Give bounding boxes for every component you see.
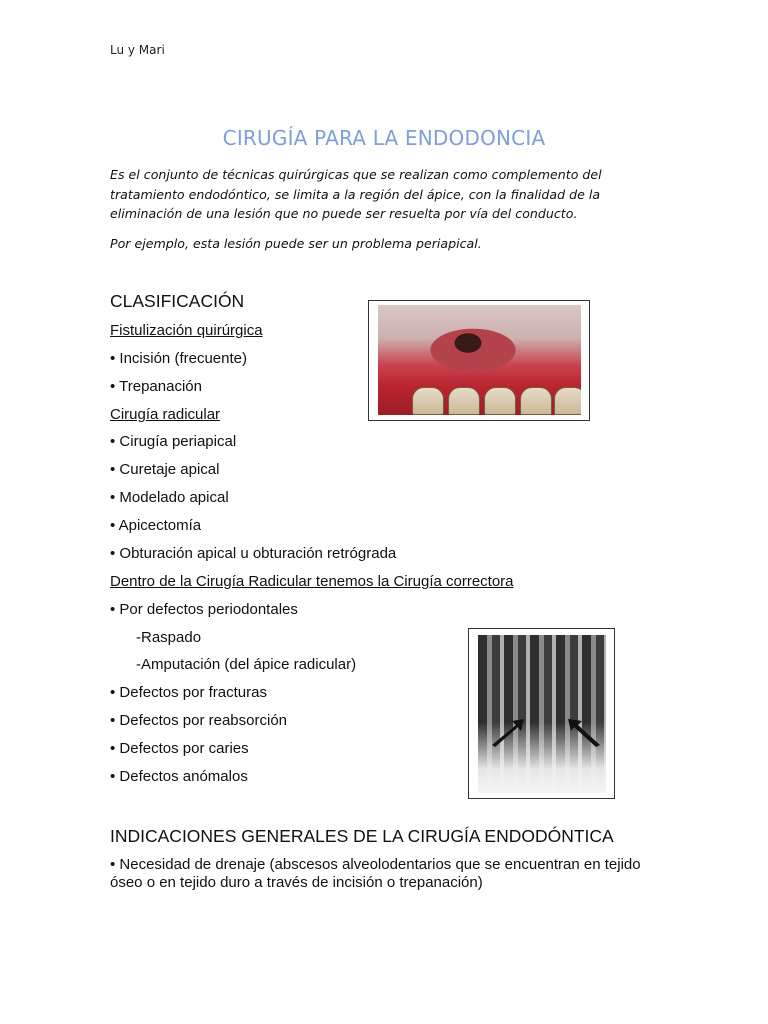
indicaciones-item: • Necesidad de drenaje (abscesos alveolodentarios que se encuentran en tejido óseo o en tejido duro a través de incisión o trepanación)	[110, 856, 641, 891]
intro-paragraph-1: Es el conjunto de técnicas quirúrgicas que se realizan como complemento del tratamiento endodóntico, se limita a la región del ápice, con la finalidad de la eliminación de una lesión que no puede ser resuelta por vía del conducto.	[110, 167, 602, 221]
tooth-shape	[412, 387, 444, 415]
tooth-shape	[484, 387, 516, 415]
indicaciones-heading: INDICACIONES GENERALES DE LA CIRUGÍA ENDODÓNTICA	[110, 826, 614, 846]
list-item: • Modelado apical	[110, 489, 229, 506]
list-item: • Por defectos periodontales	[110, 601, 298, 618]
list-item: • Defectos por reabsorción	[110, 712, 288, 729]
clasificacion-heading: CLASIFICACIÓN	[110, 291, 245, 311]
list-subitem: -Amputación (del ápice radicular)	[136, 656, 357, 673]
list-item: • Curetaje apical	[110, 461, 220, 478]
tooth-shape	[520, 387, 552, 415]
xray-radiograph	[478, 635, 606, 793]
surgical-photo-image	[378, 305, 581, 415]
surgical-photo	[368, 300, 590, 421]
list-subitem: -Raspado	[136, 629, 202, 646]
document-title: CIRUGÍA PARA LA ENDODONCIA	[222, 126, 546, 150]
list-item: • Trepanación	[110, 378, 202, 395]
arrow-icon	[490, 717, 526, 747]
list-item: • Obturación apical u obturación retrógrada	[110, 545, 397, 562]
list-item: • Incisión (frecuente)	[110, 350, 247, 367]
arrow-icon	[566, 717, 602, 747]
intro-text	[110, 165, 610, 263]
list-item: • Defectos por caries	[110, 740, 249, 757]
list-item: • Defectos por fracturas	[110, 684, 267, 701]
correctora-subheading: Dentro de la Cirugía Radicular tenemos la Cirugía correctora	[110, 573, 514, 590]
list-item: • Apicectomía	[110, 517, 202, 534]
xray-image	[468, 628, 615, 799]
tooth-shape	[448, 387, 480, 415]
list-item: • Defectos anómalos	[110, 768, 248, 785]
list-item: • Cirugía periapical	[110, 433, 237, 450]
tooth-shape	[554, 387, 581, 415]
header-author: Lu y Mari	[110, 43, 165, 57]
fistulizacion-subheading: Fistulización quirúrgica	[110, 322, 263, 339]
radicular-subheading: Cirugía radicular	[110, 406, 221, 423]
intro-paragraph-2: Por ejemplo, esta lesión puede ser un problema periapical.	[110, 235, 482, 251]
